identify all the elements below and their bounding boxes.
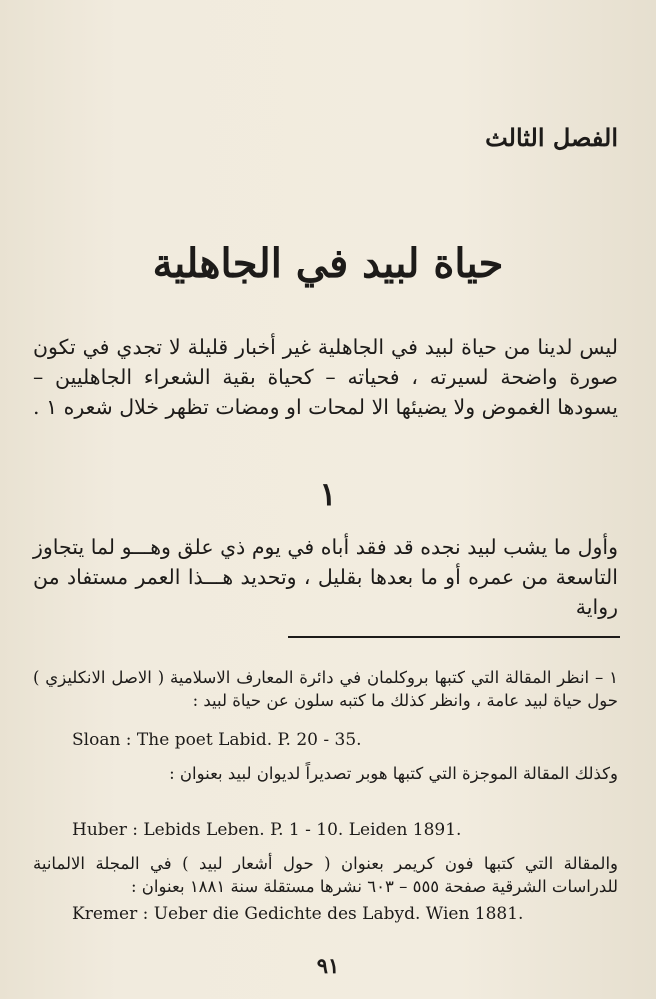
body-paragraph-2: وأول ما يشب لبيد نجده قد فقد أباه في يوم ذي علق وهـــو لما يتجاوز التاسعة من عمره أو ما بعدها بقليل ، وتحديد هـــذا العمر مستفاد من رواية — [33, 535, 618, 619]
section-number: ١ — [319, 475, 337, 513]
footnote-reference-kremer: Kremer : Ueber die Gedichte des Labyd. Wien 1881. — [72, 904, 524, 924]
chapter-label: الفصل الثالث — [485, 123, 618, 152]
body-paragraph-1: ليس لدينا من حياة لبيد في الجاهلية غير أخبار قليلة لا تجدي في تكون صورة واضحة لسيرته ، فحياته – كحياة بقية الشعراء الجاهليين – يسودها الغموض ولا يضيئها الا لمحات او ومضات تظهر خلال شعره ١ . — [33, 335, 618, 419]
footnote-reference-huber: Huber : Lebids Leben. P. 1 - 10. Leiden 1891. — [72, 820, 462, 840]
footnote-3-text: والمقالة التي كتبها فون كريمر بعنوان ( حول أشعار لبيد ) في المجلة الالمانية للدراسات الشرقية صفحة ٥٥٥ – ٦٠٣ نشرها مستقلة سنة ١٨٨١ بعنوان : — [33, 854, 618, 896]
page-number: ٩١ — [316, 953, 340, 978]
footnote-separator — [288, 636, 620, 638]
footnote-reference-sloan: Sloan : The poet Labid. P. 20 - 35. — [72, 730, 362, 750]
chapter-title: حياة لبيد في الجاهلية — [152, 240, 504, 287]
footnote-2-text: وكذلك المقالة الموجزة التي كتبها هوبر تصديراً لديوان لبيد بعنوان : — [169, 764, 618, 783]
footnote-1-text: ١ – انظر المقالة التي كتبها بروكلمان في دائرة المعارف الاسلامية ( الاصل الانكليزي ) حول حياة لبيد عامة ، وانظر كذلك ما كتبه سلون عن حياة لبيد : — [33, 668, 618, 710]
